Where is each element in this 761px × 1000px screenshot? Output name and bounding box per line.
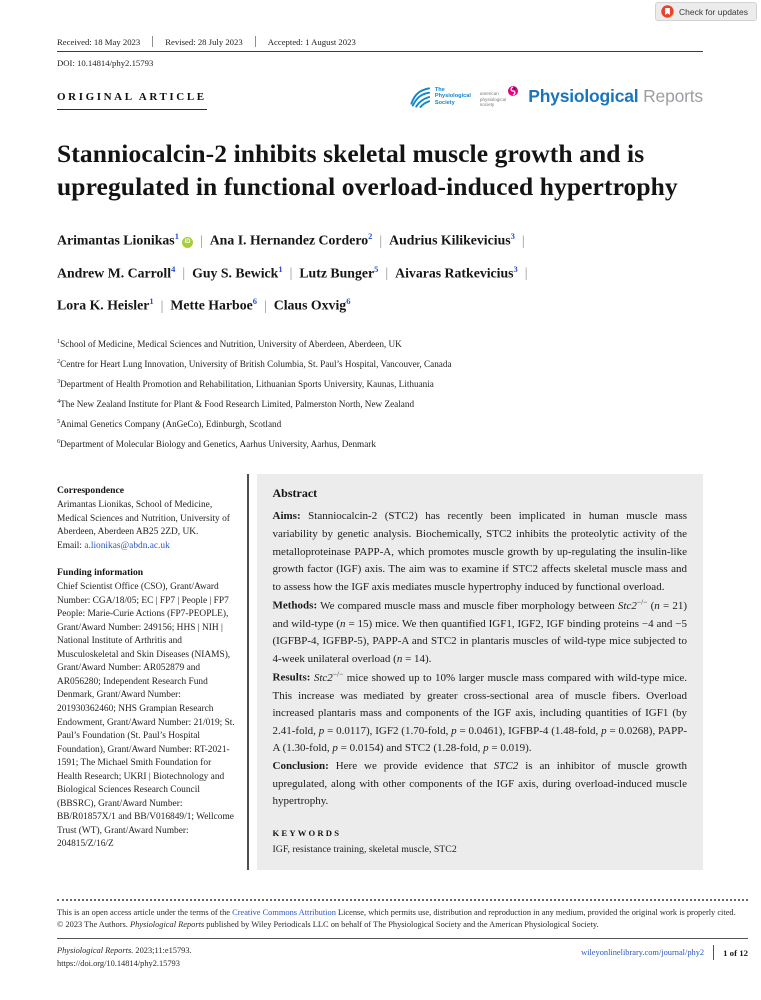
author-name: Lutz Bunger — [299, 265, 375, 281]
logo-text-line: Physiological — [434, 93, 471, 100]
affiliation-text: Department of Molecular Biology and Genetics, Aarhus University, Aarhus, Denmark — [60, 439, 376, 450]
author-separator: | — [521, 232, 525, 248]
section-text: We compared muscle mass and muscle fiber morphology between Stc2−/− (n = 21) and wild-type (n = 15) mice. We then quantified IGF1, IGF2, IGF binding proteins −4 and −5 (IGFBP-4, IGFBP-5), PAPP-A and STC2 in plantaris muscles of wild-type mice subjected to 4-week unilateral overload (n = 14). — [272, 597, 688, 665]
aps-logo-text — [480, 91, 506, 108]
affiliation-item — [57, 373, 703, 393]
author-name: Audrius Kilikevicius — [389, 232, 511, 248]
open-access-text: License, which permits use, distribution and reproduction in any medium, provided the original work is properly cited. — [335, 908, 736, 917]
funding-block — [57, 566, 238, 851]
keywords-heading: KEYWORDS — [272, 827, 342, 838]
affiliation-superscript: 2 — [368, 231, 373, 242]
logo-text-line: american — [479, 91, 499, 97]
divider — [255, 36, 256, 47]
section-text: Stc2−/− mice showed up to 10% larger muscle mass compared with wild-type mice. This increase was mediated by greater cross-sectional area of muscle fibers. Overload increased plantaris mass and components of the IGF axis, including quantities of IGF1 (by 2.41-fold, p = 0.0117), IGF2 (1.70-fold, p = 0.0461), IGFBP-4 (1.48-fold, p = 0.0268), PAPP-A (1.30-fold, p = 0.0154) and STC2 (1.28-fold, p = 0.019). — [272, 669, 687, 755]
affiliation-superscript: 5 — [374, 263, 379, 274]
journal-citation — [57, 944, 192, 970]
journal-website-link[interactable]: wileyonlinelibrary.com/journal/phy2 — [581, 948, 705, 958]
affiliation-number: 6 — [57, 438, 61, 446]
author-separator: | — [385, 265, 389, 281]
history-dates — [57, 0, 703, 47]
orcid-icon[interactable]: iD — [182, 237, 193, 248]
physiological-society-icon — [409, 85, 432, 108]
open-access-statement — [57, 906, 748, 919]
correspondence-block — [57, 484, 238, 553]
affiliation-text: Animal Genetics Company (AnGeCo), Edinburgh, Scotland — [60, 419, 282, 430]
check-for-updates-button[interactable] — [655, 2, 757, 21]
logo-text-line: physiological — [479, 96, 507, 102]
section-text: Stanniocalcin-2 (STC2) has recently been implicated in human muscle mass variability by genetic analysis. Biochemically, STC2 inhibits the proteolytic activity of the metalloproteinase PAPP-A, which promotes muscle growth by up-regulating the insulin-like growth factor (IGF) axis. The aim was to examine if STC2 affects skeletal muscle mass and to assess how the IGF axis mediates muscle hypertrophy induced by functional overload. — [272, 510, 688, 593]
physiological-society-text — [435, 87, 471, 106]
author-separator: | — [160, 298, 164, 314]
logo-text-line: The — [434, 86, 445, 93]
abstract-results — [273, 668, 688, 758]
affiliation-text: The New Zealand Institute for Plant & Food Research Limited, Palmerston North, New Zealand — [60, 399, 415, 410]
author-line — [57, 222, 703, 255]
journal-logos — [409, 85, 703, 110]
creative-commons-link[interactable]: Creative Commons Attribution — [232, 908, 336, 917]
affiliation-item — [57, 433, 703, 453]
affiliation-superscript: 1 — [278, 263, 283, 274]
affiliation-superscript: 1 — [149, 296, 154, 307]
logo-text-line: Society — [434, 99, 455, 106]
dotted-divider — [57, 899, 748, 901]
keywords-list: IGF, resistance training, skeletal muscle, STC2 — [272, 843, 457, 855]
affiliation-superscript: 3 — [513, 263, 518, 274]
abstract-conclusion — [273, 758, 688, 811]
divider — [713, 945, 714, 960]
accepted-date: Accepted: 1 August 2023 — [267, 37, 356, 47]
article-sidebar — [57, 474, 238, 869]
copyright-statement: © 2023 The Authors. Physiological Reports published by Wiley Periodicals LLC on behalf of The Physiological Society and the American Physiological Society. — [57, 920, 599, 930]
affiliation-superscript: 6 — [346, 296, 351, 307]
affiliation-list — [57, 333, 703, 453]
article-type-label: ORIGINAL ARTICLE — [57, 91, 207, 110]
affiliation-number: 3 — [57, 378, 61, 386]
aps-swirl-icon — [507, 85, 519, 97]
correspondence-body: Arimantas Lionikas, School of Medicine, Medical Sciences and Nutrition, University of Aberdeen, Aberdeen AB25 2ZD, UK. — [57, 500, 230, 538]
affiliation-item — [57, 333, 703, 353]
affiliation-superscript: 1 — [174, 231, 179, 242]
author-line — [57, 287, 703, 320]
wordmark-reports: Reports — [643, 86, 703, 106]
affiliation-number: 4 — [57, 398, 61, 406]
affiliation-superscript: 4 — [171, 263, 176, 274]
email-link[interactable]: a.lionikas@abdn.ac.uk — [84, 540, 170, 551]
affiliation-item — [57, 353, 703, 373]
author-separator: | — [289, 265, 293, 281]
author-name: Guy S. Bewick — [192, 265, 279, 281]
affiliation-item — [57, 393, 703, 413]
open-access-text: This is an open access article under the terms of the — [57, 908, 233, 917]
affiliation-text: Department of Health Promotion and Rehabilitation, Lithuanian Sports University, Kaunas, Lithuania — [60, 379, 434, 390]
abstract-section — [257, 474, 704, 869]
crossmark-icon — [661, 5, 674, 18]
section-label: Aims: — [272, 510, 301, 523]
doi: DOI: 10.14814/phy2.15793 — [57, 58, 154, 68]
divider — [152, 36, 153, 47]
revised-date: Revised: 28 July 2023 — [165, 37, 243, 47]
funding-text: Chief Scientist Office (CSO), Grant/Award Number: CGA/18/05; EC | FP7 | People | FP7 People: Marie-Curie Actions (FP7-PEOPLE), Grant/Award Number: 249156; HHS | NIH | National Institute of Arthritis and Musculoskeletal and Skin Diseases (NIAMS), Grant/Award Number: AR052879 and AR056280; Independent Research Fund Denmark, Grant/Award Number: 201930362460; NHS Grampian Research Endowment, Grant/Award Number: 21/019; St. Paul’s Foundation (St. Paul’s Hospital Foundation), Grant/Award Number: RT-2021-1591; The Michael Smith Foundation for Health Research; UKRI | Biotechnology and Biological Sciences Research Council (BBSRC), Grant/Award Number: BB/R01857X/1 and BB/V016849/1; Wellcome Trust (WT), Grant/Award Number: 204815/Z/16/Z — [57, 582, 235, 850]
footer-rule — [57, 938, 748, 939]
doi-url: https://doi.org/10.14814/phy2.15793 — [57, 959, 180, 969]
author-separator: | — [524, 265, 528, 281]
affiliation-number: 1 — [57, 338, 61, 346]
affiliation-item — [57, 413, 703, 433]
correspondence-text — [57, 499, 238, 540]
section-label: Methods: — [272, 600, 318, 613]
author-name: Ana I. Hernandez Cordero — [209, 232, 369, 248]
citation-line: Physiological Reports. 2023;11:e15793. — [57, 946, 192, 956]
affiliation-number: 2 — [57, 358, 61, 366]
author-separator: | — [263, 298, 267, 314]
check-for-updates-label: Check for updates — [679, 6, 748, 17]
correspondence-email-line — [57, 540, 238, 554]
author-separator: | — [182, 265, 186, 281]
logo-text-line: society — [479, 102, 495, 108]
abstract-methods — [273, 596, 688, 668]
author-name: Andrew M. Carroll — [57, 265, 172, 281]
affiliation-text: School of Medicine, Medical Sciences and Nutrition, University of Aberdeen, Aberdeen, UK — [60, 339, 402, 350]
header-rule — [57, 51, 703, 52]
author-name: Lora K. Heisler — [57, 298, 150, 314]
funding-heading: Funding information — [57, 567, 144, 579]
affiliation-superscript: 3 — [510, 231, 515, 242]
author-name: Claus Oxvig — [273, 298, 347, 314]
author-separator: | — [199, 232, 203, 248]
author-line — [57, 255, 703, 288]
author-name: Mette Harboe — [170, 298, 253, 314]
abstract-aims — [273, 508, 688, 596]
wordmark-physiological: Physiological — [528, 86, 639, 106]
correspondence-heading: Correspondence — [57, 485, 124, 497]
column-divider — [247, 474, 249, 869]
american-physiological-society-logo — [480, 85, 519, 108]
title-line-1: Stanniocalcin-2 inhibits skeletal muscle growth and is — [57, 139, 645, 168]
page-footer — [57, 899, 748, 970]
title-line-2: upregulated in functional overload-induced hypertrophy — [57, 172, 678, 202]
author-list — [57, 222, 703, 320]
section-label: Conclusion: — [272, 760, 329, 773]
email-label: Email: — [57, 540, 85, 551]
article-title — [57, 137, 703, 203]
physiological-society-logo — [409, 85, 471, 108]
affiliation-superscript: 6 — [252, 296, 257, 307]
received-date: Received: 18 May 2023 — [57, 37, 141, 47]
page-number: 1 of 12 — [723, 947, 748, 958]
author-name: Arimantas Lionikas — [57, 232, 175, 248]
section-label: Results: — [272, 672, 311, 685]
abstract-heading: Abstract — [272, 486, 318, 501]
author-separator: | — [379, 232, 383, 248]
author-name: Aivaras Ratkevicius — [395, 265, 514, 281]
affiliation-number: 5 — [57, 418, 61, 426]
affiliation-text: Centre for Heart Lung Innovation, University of British Columbia, St. Paul’s Hospital, Vancouver, Canada — [60, 359, 452, 370]
journal-wordmark — [528, 86, 703, 107]
section-text: Here we provide evidence that STC2 is an inhibitor of muscle growth upregulated, along with other components of the IGF axis, during overload-induced muscle hypertrophy. — [272, 760, 688, 808]
